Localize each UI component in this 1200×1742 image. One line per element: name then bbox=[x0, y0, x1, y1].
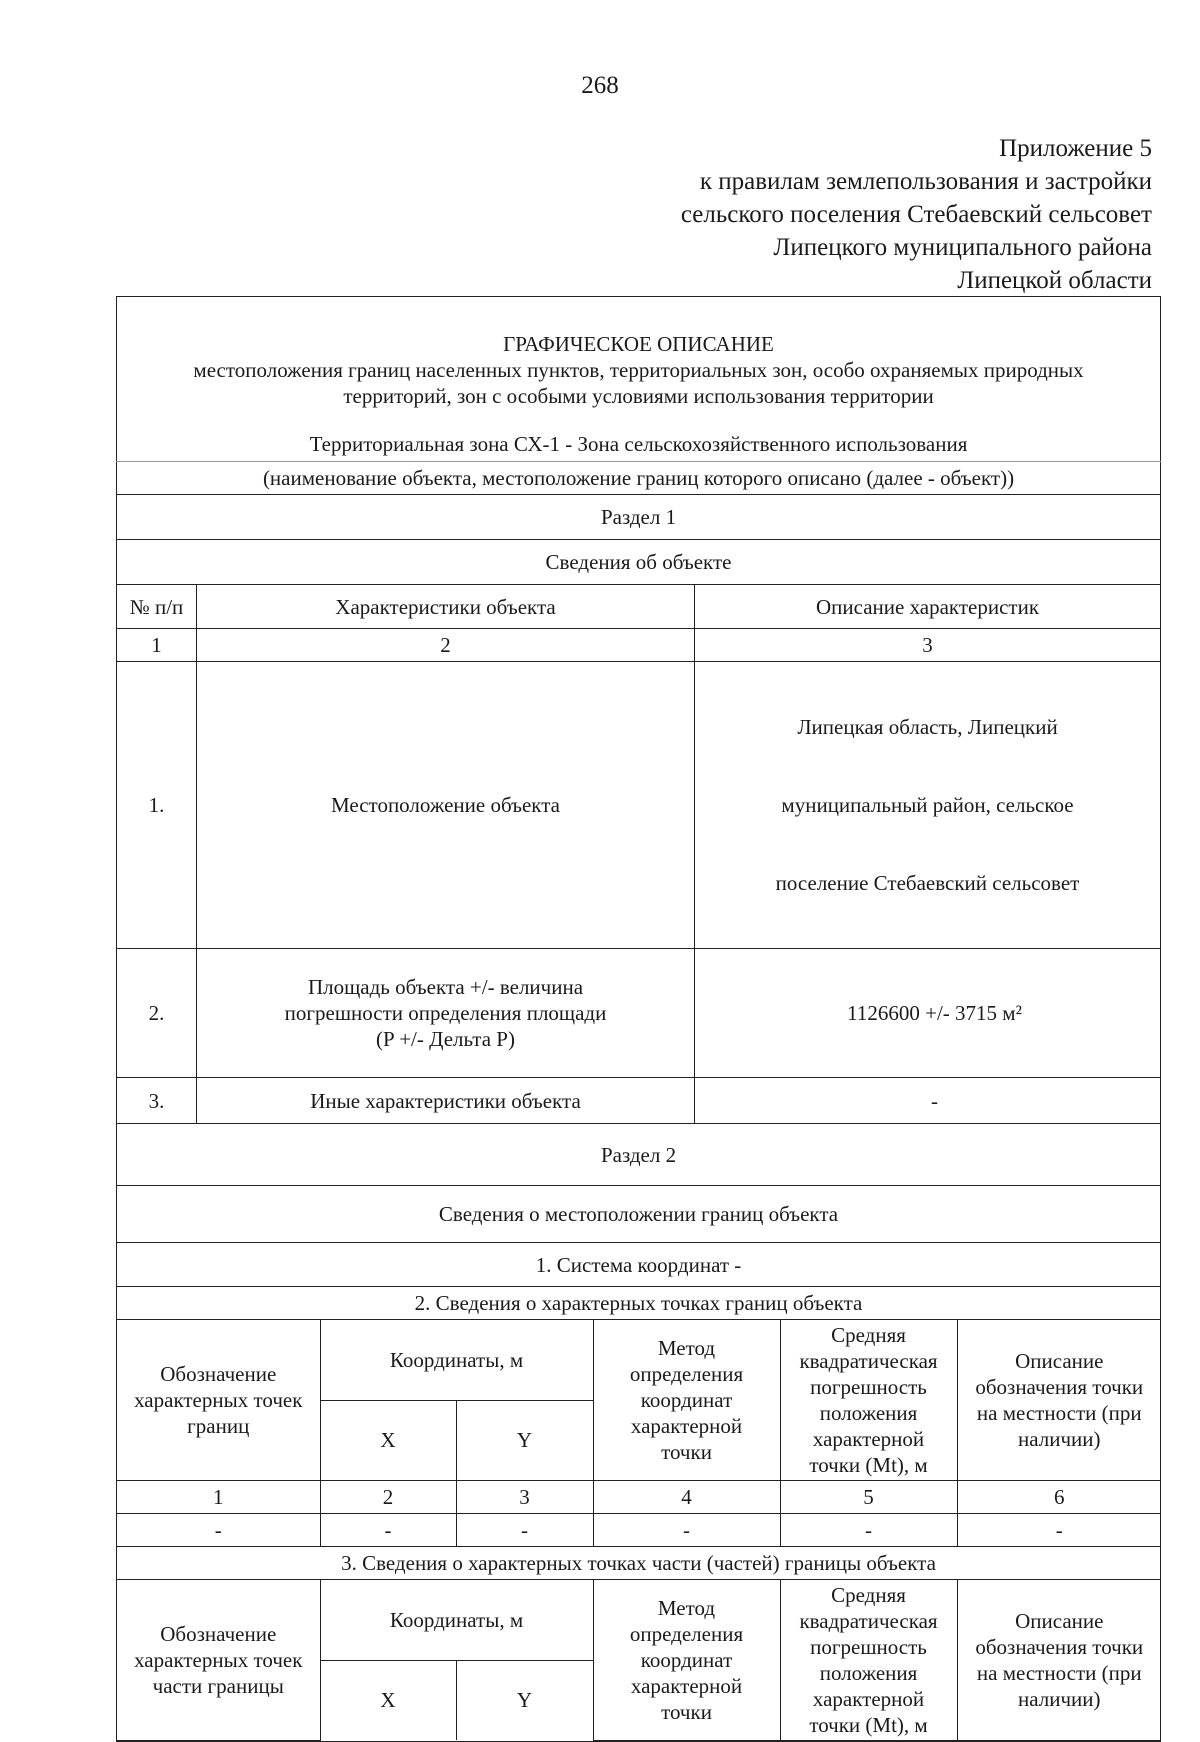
column-number: 6 bbox=[957, 1480, 1161, 1513]
header-number: № п/п bbox=[117, 585, 197, 629]
parts-table-wrapper bbox=[117, 1580, 1161, 1742]
coordinates-header: Координаты, м bbox=[320, 1580, 593, 1660]
text-line: Местоположение объекта bbox=[330, 793, 560, 817]
text-line: характерной bbox=[630, 1413, 743, 1438]
text-line: наличии) bbox=[1018, 1686, 1101, 1711]
text-line: Описание bbox=[1015, 1608, 1104, 1633]
method-header bbox=[593, 1320, 780, 1480]
point-value: - bbox=[117, 1513, 320, 1546]
point-value: - bbox=[320, 1513, 456, 1546]
text-line: Метод bbox=[657, 1595, 716, 1620]
points-title: 2. Сведения о характерных точках границ объекта bbox=[117, 1287, 1161, 1320]
section-1-subtitle: Сведения об объекте bbox=[117, 540, 1161, 585]
coordinates-header: Координаты, м bbox=[320, 1320, 593, 1400]
header-characteristics: Характеристики объекта bbox=[197, 585, 695, 629]
points-table-wrapper bbox=[117, 1320, 1161, 1547]
x-header: X bbox=[320, 1400, 456, 1480]
error-header bbox=[780, 1320, 957, 1480]
appendix-header bbox=[681, 132, 1152, 297]
appendix-line: сельского поселения Стебаевский сельсовет bbox=[680, 201, 1152, 228]
appendix-line: Липецкой области bbox=[957, 267, 1152, 294]
x-header: X bbox=[320, 1660, 456, 1740]
text-line: Площадь объекта +/- величина bbox=[307, 975, 584, 999]
text-line: - bbox=[931, 1088, 939, 1113]
text-line: характерной bbox=[630, 1673, 743, 1698]
area-value: 1126600 +/- 3715 м² bbox=[847, 1001, 1022, 1025]
row-number: 2. bbox=[117, 949, 197, 1078]
characteristic-value bbox=[695, 949, 1161, 1078]
text-line: квадратическая bbox=[799, 1348, 938, 1373]
text-line: на местности (при bbox=[976, 1400, 1142, 1425]
column-number: 4 bbox=[593, 1480, 780, 1513]
text-line: точки (Mt), м bbox=[809, 1452, 928, 1477]
text-line: на местности (при bbox=[976, 1660, 1142, 1685]
appendix-line: Липецкого муниципального района bbox=[773, 234, 1152, 261]
row-number: 1. bbox=[117, 662, 197, 949]
text-line: Обозначение bbox=[160, 1621, 277, 1646]
parts-title: 3. Сведения о характерных точках части (частей) границы объекта bbox=[117, 1547, 1161, 1580]
text-line: (P +/- Дельта P) bbox=[376, 1027, 515, 1051]
row-number: 3. bbox=[117, 1078, 197, 1124]
y-header: Y bbox=[456, 1400, 593, 1480]
document-subtitle: местоположения границ населенных пунктов, территориальных зон, особо охраняемых природных bbox=[193, 358, 1084, 382]
method-header bbox=[593, 1580, 780, 1740]
point-value: - bbox=[957, 1513, 1161, 1546]
boundary-parts-table bbox=[117, 1580, 1161, 1741]
characteristic-name bbox=[197, 1078, 695, 1124]
coordinate-system: 1. Система координат - bbox=[117, 1243, 1161, 1287]
text-line: точки bbox=[661, 1699, 712, 1724]
document-heading bbox=[117, 297, 1161, 462]
text-line: квадратическая bbox=[799, 1608, 938, 1633]
text-line: Описание bbox=[1015, 1348, 1104, 1373]
text-line: муниципальный район, сельское bbox=[781, 793, 1074, 817]
column-number: 5 bbox=[780, 1480, 957, 1513]
point-value: - bbox=[780, 1513, 957, 1546]
text-line: наличии) bbox=[1018, 1426, 1101, 1451]
y-header: Y bbox=[456, 1660, 593, 1740]
page-number: 268 bbox=[581, 72, 619, 99]
text-line: характерной bbox=[812, 1426, 925, 1451]
text-line: Метод bbox=[657, 1335, 716, 1360]
section-2-title: Раздел 2 bbox=[117, 1124, 1161, 1186]
point-designation-header bbox=[117, 1320, 320, 1480]
characteristic-value bbox=[695, 1078, 1161, 1124]
document-subtitle: территорий, зон с особыми условиями использования территории bbox=[343, 384, 934, 408]
text-line: Средняя bbox=[831, 1582, 906, 1607]
text-line: Липецкая область, Липецкий bbox=[797, 715, 1058, 739]
point-description-header bbox=[957, 1320, 1161, 1480]
text-line: обозначения точки bbox=[975, 1634, 1144, 1659]
appendix-line: к правилам землепользования и застройки bbox=[699, 168, 1152, 195]
column-number: 3 bbox=[695, 629, 1161, 662]
text-line: определения bbox=[629, 1621, 744, 1646]
text-line: точки bbox=[661, 1439, 712, 1464]
point-description-header bbox=[957, 1580, 1161, 1740]
characteristic-name bbox=[197, 662, 695, 949]
text-line: погрешность bbox=[810, 1374, 927, 1399]
text-line: обозначения точки bbox=[975, 1374, 1144, 1399]
text-line: Обозначение bbox=[160, 1361, 277, 1386]
column-number: 1 bbox=[117, 1480, 320, 1513]
text-line: характерных точек bbox=[134, 1387, 303, 1412]
text-line: характерной bbox=[812, 1686, 925, 1711]
text-line: координат bbox=[640, 1387, 733, 1412]
text-line: части границы bbox=[152, 1673, 284, 1698]
object-caption: (наименование объекта, местоположение границ которого описано (далее - объект)) bbox=[117, 462, 1161, 495]
column-number: 2 bbox=[320, 1480, 456, 1513]
text-line: Иные характеристики объекта bbox=[310, 1088, 581, 1113]
text-line: поселение Стебаевский сельсовет bbox=[775, 871, 1080, 895]
zone-name: Территориальная зона СХ-1 - Зона сельскохозяйственного использования bbox=[309, 432, 968, 456]
point-value: - bbox=[456, 1513, 593, 1546]
text-line: положения bbox=[819, 1400, 918, 1425]
column-number: 3 bbox=[456, 1480, 593, 1513]
boundary-points-table bbox=[117, 1320, 1161, 1546]
point-value: - bbox=[593, 1513, 780, 1546]
characteristic-name bbox=[197, 949, 695, 1078]
text-line: определения bbox=[629, 1361, 744, 1386]
appendix-line: Приложение 5 bbox=[999, 135, 1152, 162]
column-number: 2 bbox=[197, 629, 695, 662]
text-line: характерных точек bbox=[134, 1647, 303, 1672]
characteristic-value bbox=[695, 662, 1161, 949]
column-number: 1 bbox=[117, 629, 197, 662]
text-line: Средняя bbox=[831, 1322, 906, 1347]
text-line: погрешность bbox=[810, 1634, 927, 1659]
error-header bbox=[780, 1580, 957, 1740]
text-line: погрешности определения площади bbox=[284, 1001, 607, 1025]
section-1-title: Раздел 1 bbox=[117, 495, 1161, 540]
text-line: точки (Mt), м bbox=[809, 1712, 928, 1737]
part-designation-header bbox=[117, 1580, 320, 1740]
text-line: координат bbox=[640, 1647, 733, 1672]
document-title: ГРАФИЧЕСКОЕ ОПИСАНИЕ bbox=[503, 332, 774, 356]
section-2-subtitle: Сведения о местоположении границ объекта bbox=[117, 1186, 1161, 1243]
graphic-description-table bbox=[116, 296, 1161, 1742]
text-line: границ bbox=[187, 1413, 250, 1438]
header-description: Описание характеристик bbox=[695, 585, 1161, 629]
text-line: положения bbox=[819, 1660, 918, 1685]
